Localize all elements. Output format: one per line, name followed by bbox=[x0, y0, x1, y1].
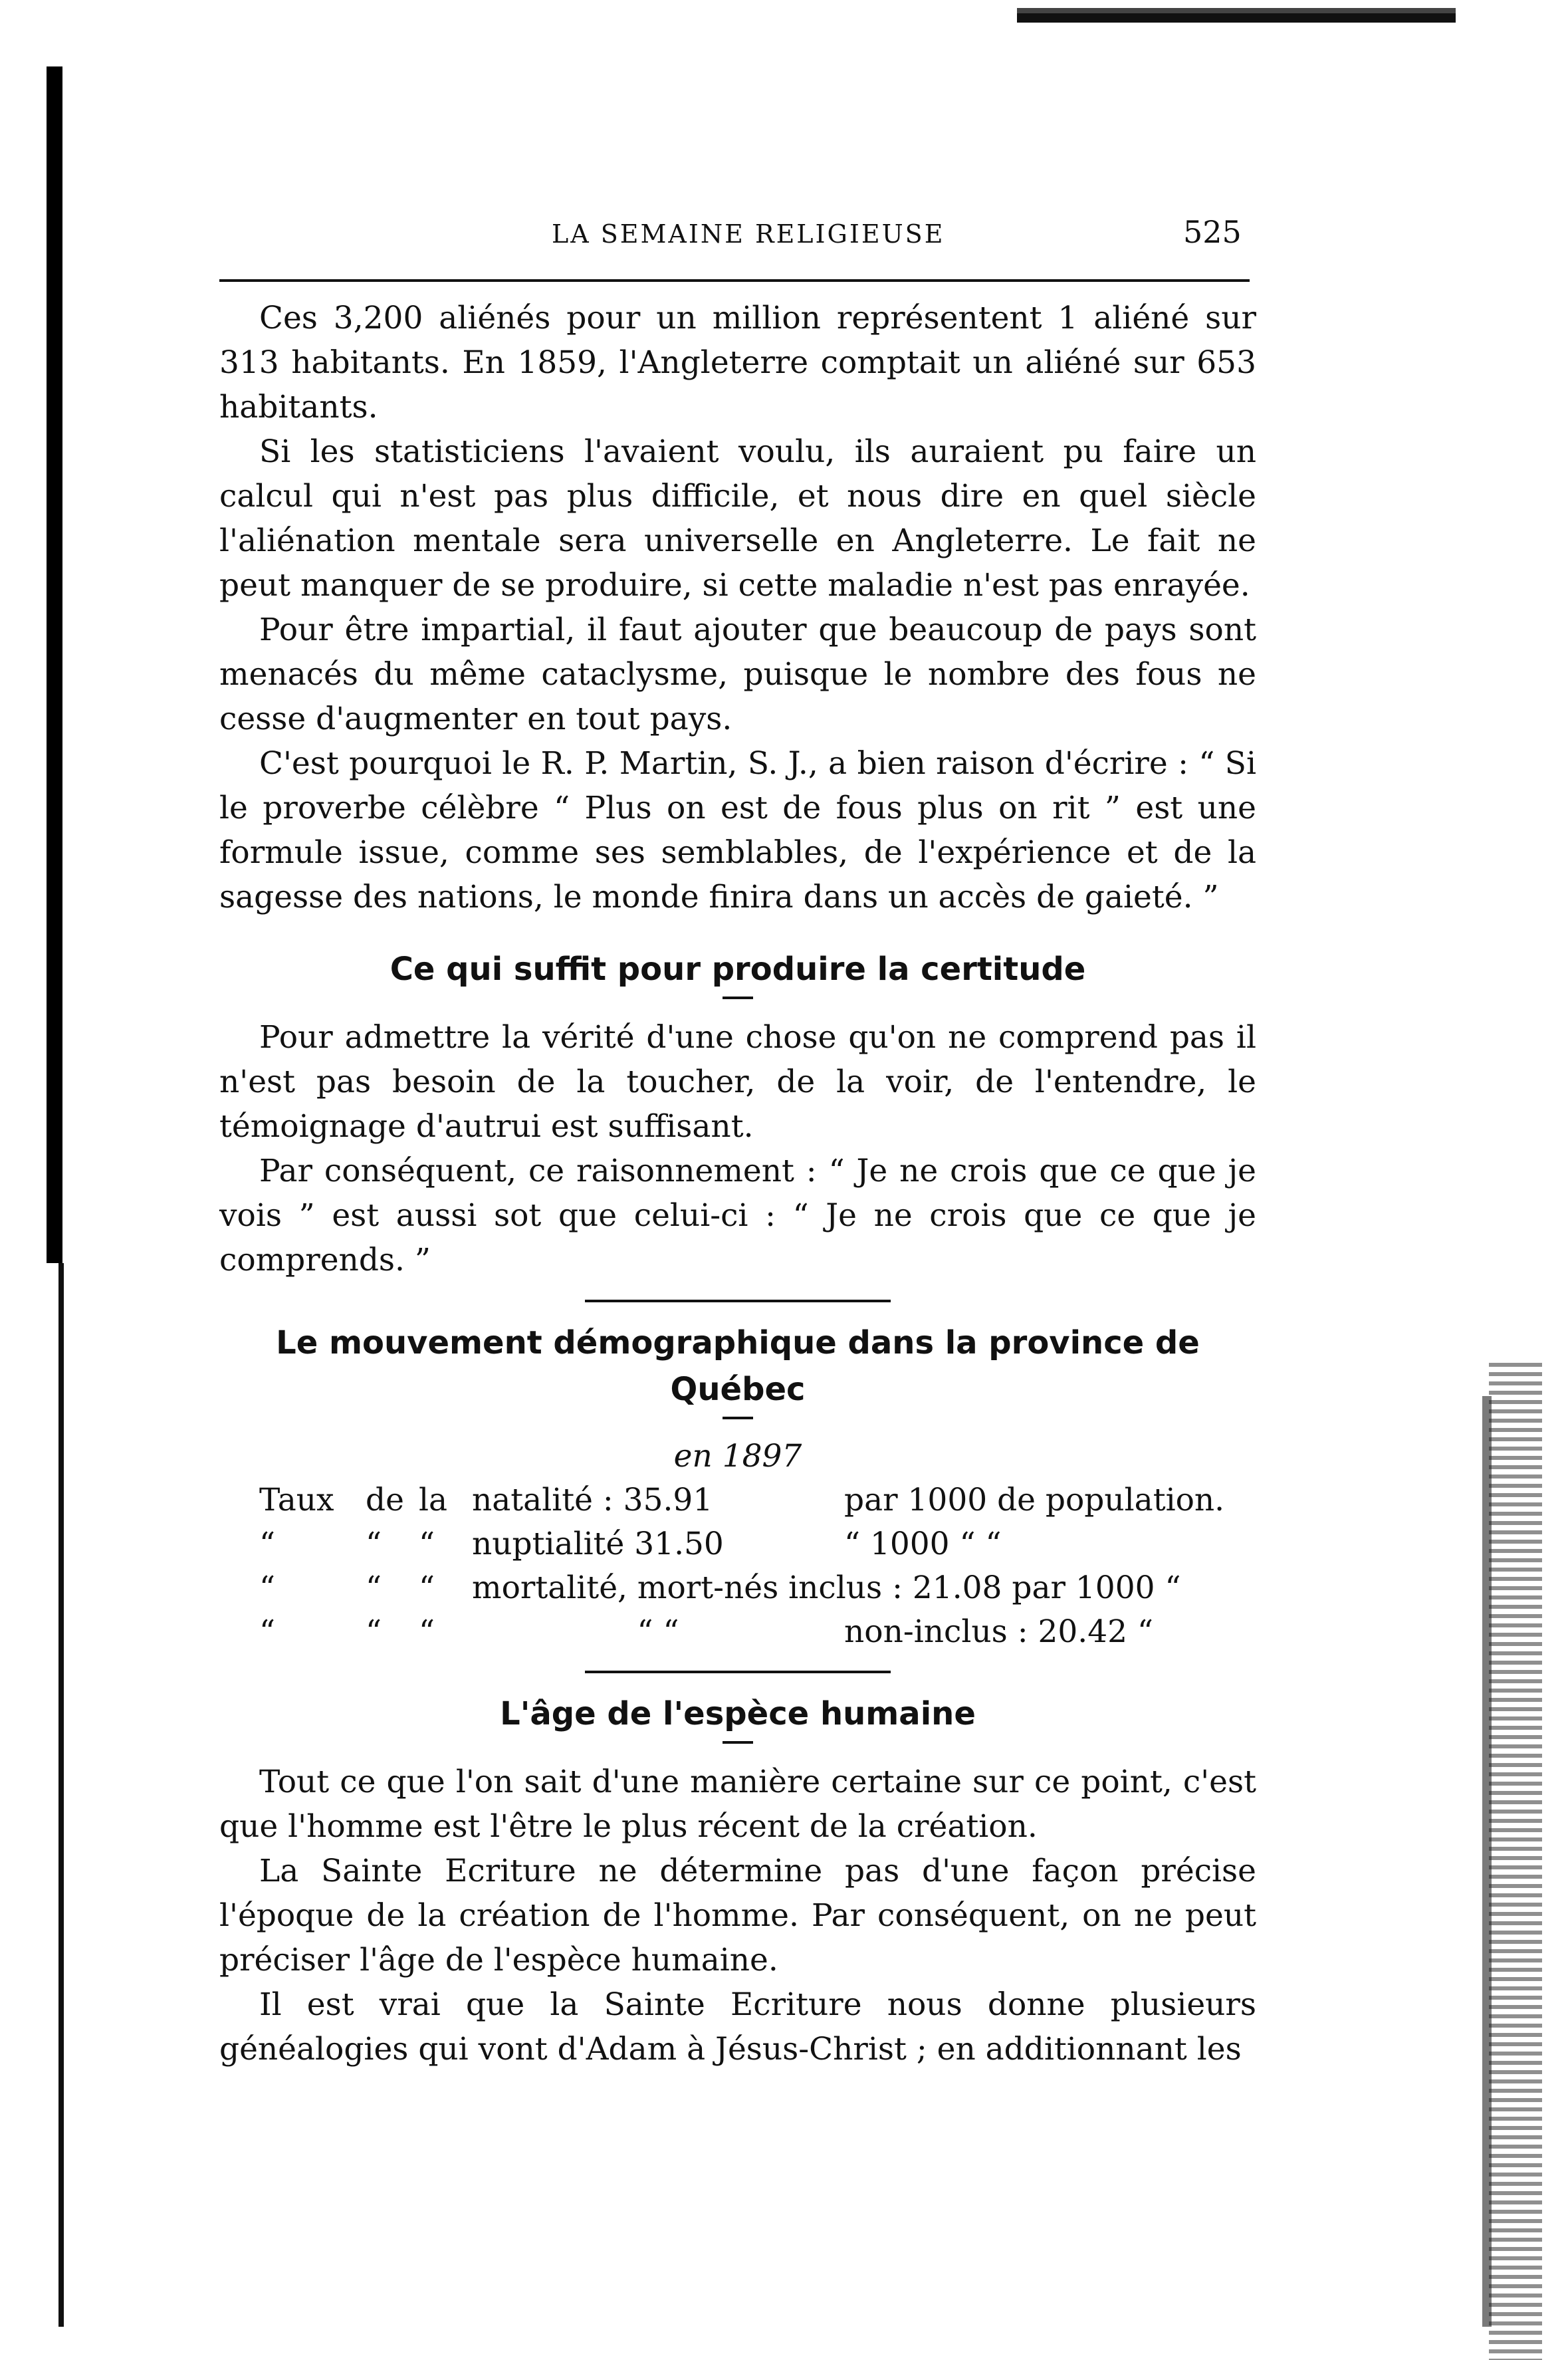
table-cell: par 1000 de population. bbox=[844, 1481, 1225, 1518]
table-cell: la bbox=[419, 1481, 448, 1518]
section-title-certitude: Ce qui suffit pour produire la certitude bbox=[390, 951, 1086, 988]
top-scan-rule-inner bbox=[1017, 8, 1456, 13]
title-dash bbox=[723, 1417, 753, 1419]
paragraph-genealogies: Il est vrai que la Sainte Ecriture nous donne plusieurs généalogies qui vont d'Adam à Jésus-Christ ; en additionnant les bbox=[219, 1986, 1256, 2067]
title-dash bbox=[723, 1741, 753, 1744]
running-title: LA SEMAINE RELIGIEUSE bbox=[552, 219, 945, 249]
table-row bbox=[219, 1566, 1256, 1609]
table-cell: “ bbox=[366, 1613, 382, 1650]
paragraph-ecriture: La Sainte Ecriture ne détermine pas d'une façon précise l'époque de la création de l'homme. Par conséquent, on ne peut préciser l'âge de l'espèce humaine. bbox=[219, 1853, 1256, 1978]
table-cell: natalité : 35.91 bbox=[472, 1481, 713, 1518]
demographic-table bbox=[219, 1478, 1256, 1653]
table-cell: “ 1000 “ “ bbox=[844, 1525, 1002, 1562]
right-scan-noise bbox=[1489, 1363, 1542, 2360]
left-scan-edge-lower bbox=[58, 1263, 64, 2327]
table-cell: “ bbox=[259, 1613, 276, 1650]
section-separator bbox=[585, 1671, 891, 1673]
table-cell: non-inclus : 20.42 “ bbox=[844, 1613, 1153, 1650]
paragraph-verite: Pour admettre la vérité d'une chose qu'on ne comprend pas il n'est pas besoin de la toucher, de la voir, de l'entendre, le témoignage d'autrui est suffisant. bbox=[219, 1019, 1256, 1145]
table-cell: “ bbox=[366, 1569, 382, 1606]
table-cell: “ bbox=[419, 1613, 435, 1650]
title-dash bbox=[723, 997, 753, 999]
table-cell: nuptialité 31.50 bbox=[472, 1525, 724, 1562]
page-number: 525 bbox=[1183, 214, 1242, 250]
table-cell: “ bbox=[419, 1569, 435, 1606]
section-separator bbox=[585, 1300, 891, 1302]
section-title-age: L'âge de l'espèce humaine bbox=[500, 1695, 976, 1732]
paragraph-raisonnement: Par conséquent, ce raisonnement : “ Je ne crois que ce que je vois ” est aussi sot que celui-ci : “ Je ne crois que ce que je comprends. ” bbox=[219, 1153, 1256, 1278]
table-cell: “ bbox=[259, 1525, 276, 1562]
table-row bbox=[219, 1609, 1256, 1653]
paragraph-homme-recent: Tout ce que l'on sait d'une manière certaine sur ce point, c'est que l'homme est l'être le plus récent de la création. bbox=[219, 1764, 1256, 1845]
table-cell: Taux bbox=[259, 1481, 334, 1518]
text-column bbox=[219, 296, 1256, 2071]
section-title-demographie: Le mouvement démographique dans la province de Québec bbox=[276, 1324, 1200, 1408]
table-row bbox=[219, 1478, 1256, 1522]
year-subtitle: en 1897 bbox=[673, 1438, 802, 1475]
paragraph-impartial: Pour être impartial, il faut ajouter que beaucoup de pays sont menacés du même cataclysme, puisque le nombre des fous ne cesse d'augmenter en tout pays. bbox=[219, 612, 1256, 737]
table-cell: de bbox=[366, 1481, 404, 1518]
table-row bbox=[219, 1522, 1256, 1566]
table-cell: “ bbox=[259, 1569, 276, 1606]
table-cell: “ bbox=[419, 1525, 435, 1562]
right-scan-edge bbox=[1482, 1396, 1492, 2327]
left-scan-edge bbox=[47, 66, 62, 1263]
page-header bbox=[219, 214, 1250, 261]
spacer bbox=[219, 919, 1256, 946]
paragraph-martin-quote: C'est pourquoi le R. P. Martin, S. J., a bien raison d'écrire : “ Si le proverbe célèbre “ Plus on est de fous plus on rit ” est une formule issue, comme ses semblables, de l'expérience et de la sagesse des nations, le monde finira dans un accès de gaieté. ” bbox=[219, 745, 1256, 915]
paragraph-alienes: Ces 3,200 aliénés pour un million représentent 1 aliéné sur 313 habitants. En 1859, l'Angleterre comptait un aliéné sur 653 habitants. bbox=[219, 300, 1256, 425]
table-cell: “ bbox=[366, 1525, 382, 1562]
table-cell: “ “ bbox=[637, 1613, 679, 1650]
table-cell: mortalité, mort-nés inclus : 21.08 par 1000 “ bbox=[472, 1569, 1181, 1606]
header-rule bbox=[219, 279, 1250, 282]
paragraph-statisticiens: Si les statisticiens l'avaient voulu, ils auraient pu faire un calcul qui n'est pas plus difficile, et nous dire en quel siècle l'aliénation mentale sera universelle en Angleterre. Le fait ne peut manquer de se produire, si cette maladie n'est pas enrayée. bbox=[219, 433, 1256, 604]
